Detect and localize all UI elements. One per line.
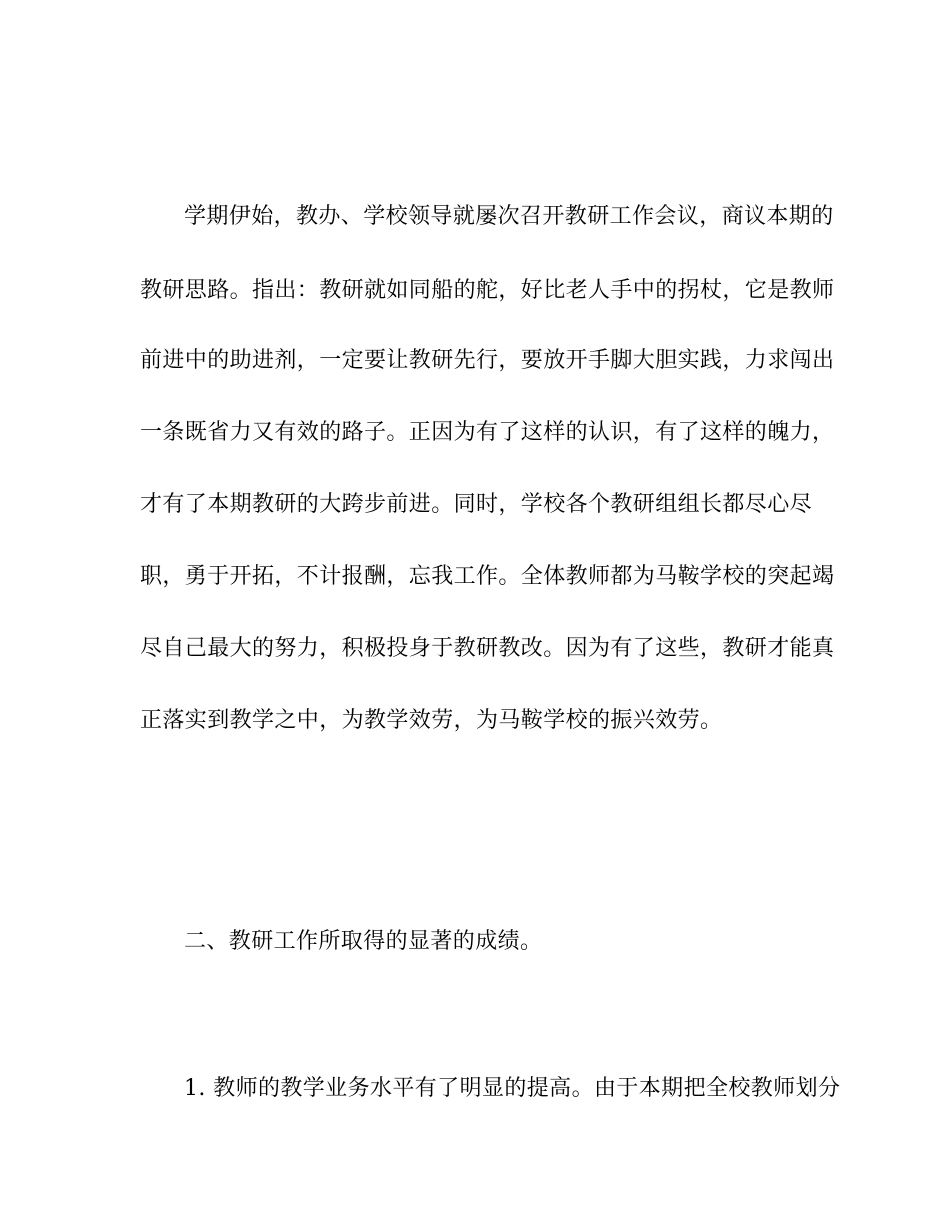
paragraph-line: 职，勇于开拓，不计报酬，忘我工作。全体教师都为马鞍学校的突起竭	[140, 564, 835, 589]
paragraph-line: 尽自己最大的努力，积极投身于教研教改。因为有了这些，教研才能真	[140, 636, 835, 661]
paragraph-line: 一条既省力又有效的路子。正因为有了这样的认识，有了这样的魄力，	[140, 420, 835, 445]
section-heading: 二、教研工作所取得的显著的成绩。	[184, 929, 543, 954]
paragraph-line: 前进中的助进剂，一定要让教研先行，要放开手脚大胆实践，力求闯出	[140, 348, 835, 373]
list-item-line: 1. 教师的教学业务水平有了明显的提高。由于本期把全校教师划分	[184, 1076, 841, 1101]
paragraph-line: 学期伊始，教办、学校领导就屡次召开教研工作会议，商议本期的	[184, 204, 834, 229]
paragraph-line: 正落实到教学之中，为教学效劳，为马鞍学校的振兴效劳。	[140, 708, 723, 733]
paragraph-line: 教研思路。指出：教研就如同船的舵，好比老人手中的拐杖，它是教师	[140, 278, 835, 303]
paragraph-line: 才有了本期教研的大跨步前进。同时，学校各个教研组组长都尽心尽	[140, 492, 813, 517]
